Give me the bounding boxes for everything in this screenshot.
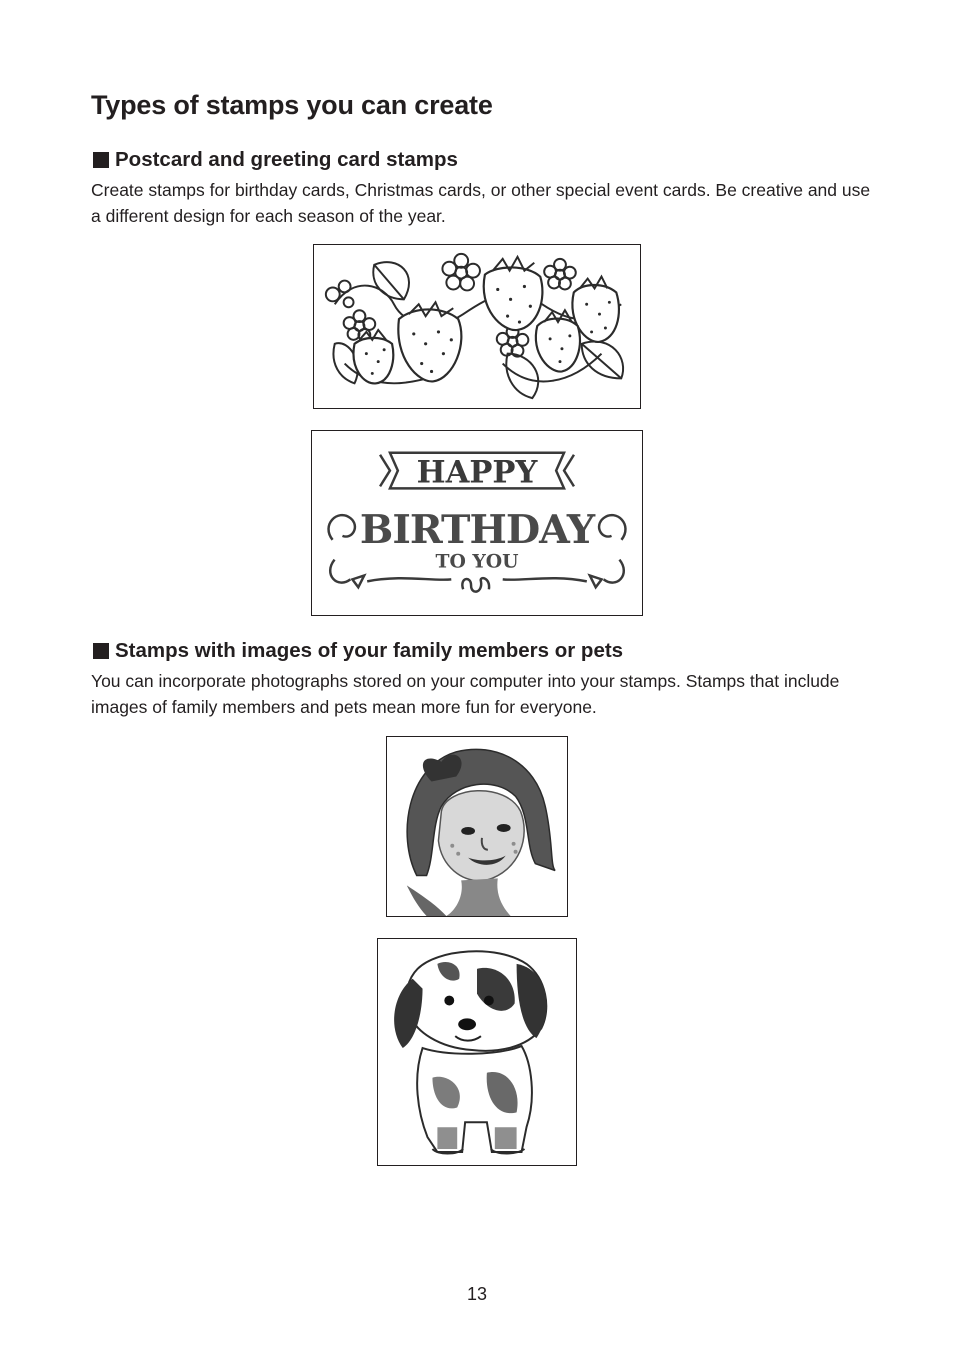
page-number: 13	[466, 1284, 488, 1304]
black-square-icon	[93, 152, 109, 168]
page-title: Types of stamps you can create	[91, 90, 493, 120]
birthday-illustration	[312, 431, 642, 615]
strawberry-stamp-image	[313, 244, 641, 409]
section-body-family-pets: You can incorporate photographs stored on your computer into your stamps. Stamps that include images of family members and pets mean more fun for everyone.	[91, 671, 840, 717]
strawberry-illustration	[314, 245, 640, 408]
birthday-line2: BIRTHDAY	[359, 506, 595, 553]
black-square-icon	[93, 643, 109, 659]
birthday-stamp-image	[311, 430, 643, 616]
section-heading-text: Stamps with images of your family members or pets	[115, 639, 624, 662]
puppy-illustration	[378, 939, 576, 1165]
section-heading-text: Postcard and greeting card stamps	[115, 148, 458, 171]
section-heading-postcard	[91, 147, 458, 173]
child-portrait-stamp-image	[386, 736, 568, 917]
section-body-postcard: Create stamps for birthday cards, Christmas cards, or other special event cards. Be creative and use a different design for each season of the year.	[91, 180, 871, 226]
birthday-line1: HAPPY	[416, 454, 538, 491]
child-portrait-illustration	[387, 737, 567, 916]
puppy-stamp-image	[377, 938, 577, 1166]
section-heading-family-pets	[91, 638, 623, 664]
birthday-line3: TO YOU	[435, 550, 519, 573]
